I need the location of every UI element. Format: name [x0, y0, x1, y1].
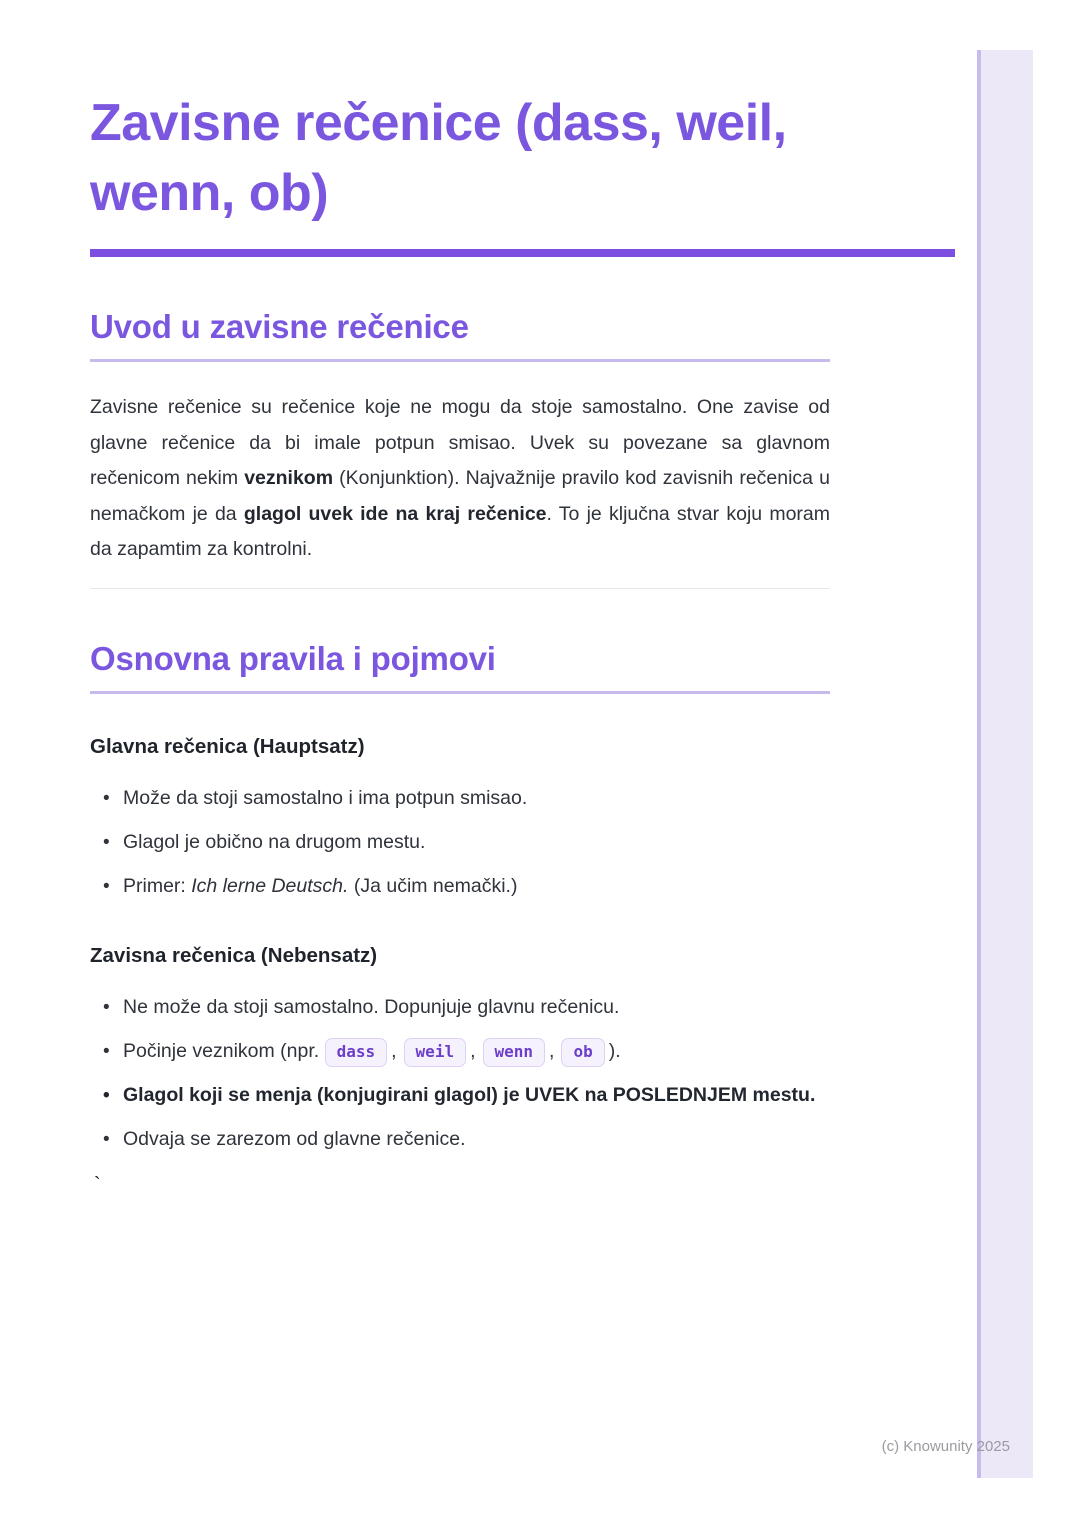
list-item — [123, 991, 830, 1024]
bullet-text: Počinje veznikom (npr. — [123, 1039, 325, 1062]
conjunction-chip-ob: ob — [561, 1038, 604, 1067]
list-item-bold-rule — [123, 1079, 830, 1112]
side-strip-decoration — [977, 50, 1033, 1478]
stray-backtick: ` — [94, 1173, 101, 1196]
list-item — [123, 1123, 830, 1156]
list-item — [123, 782, 830, 815]
section-divider — [90, 588, 830, 589]
bold-phrase-veznikom: veznikom — [244, 467, 334, 490]
document-content — [90, 0, 830, 1197]
title-line-1: Zavisne rečenice (dass, weil, — [90, 94, 787, 152]
list-item — [123, 870, 830, 903]
bullet-text: (Ja učim nemački.) — [348, 874, 518, 897]
hauptsatz-list — [90, 782, 830, 903]
heading-underline — [90, 691, 830, 694]
page-title — [90, 88, 830, 228]
bullet-text: Ne može da stoji samostalno. Dopunjuje glavnu rečenicu. — [123, 995, 620, 1018]
bullet-text: Primer: — [123, 874, 192, 897]
bullet-text: ). — [608, 1039, 621, 1062]
title-rule — [90, 249, 955, 257]
section-rules — [90, 639, 830, 1156]
list-item — [123, 826, 830, 859]
chip-separator: , — [391, 1039, 397, 1062]
conjunction-chip-weil: weil — [404, 1038, 467, 1067]
nebensatz-subheading: Zavisna rečenica (Nebensatz) — [90, 943, 378, 967]
example-sentence-italic: Ich lerne Deutsch. — [191, 874, 349, 897]
intro-heading: Uvod u zavisne rečenice — [90, 308, 469, 345]
title-line-2: wenn, ob) — [90, 164, 329, 222]
bullet-text: Odvaja se zarezom od glavne rečenice. — [123, 1127, 466, 1150]
section-intro — [90, 307, 830, 568]
heading-underline — [90, 359, 830, 362]
paragraph-segment: (Konjunktion). Najvažnije pravilo kod zavisnih rečenica u nemačkom je da — [90, 467, 830, 525]
hauptsatz-subheading: Glavna rečenica (Hauptsatz) — [90, 734, 365, 758]
intro-paragraph — [90, 390, 830, 568]
conjunction-chip-dass: dass — [325, 1038, 388, 1067]
nebensatz-list — [90, 991, 830, 1156]
bullet-text: Glagol je obično na drugom mestu. — [123, 830, 426, 853]
rules-heading: Osnovna pravila i pojmovi — [90, 639, 496, 677]
bullet-text: Glagol koji se menja (konjugirani glagol) je UVEK na POSLEDNJEM mestu. — [123, 1083, 816, 1106]
list-item — [123, 1035, 830, 1068]
conjunction-chip-wenn: wenn — [483, 1038, 546, 1067]
bold-phrase-glagol: glagol uvek ide na kraj rečenice — [243, 502, 547, 525]
chip-separator: , — [470, 1039, 476, 1062]
chip-separator: , — [549, 1039, 555, 1062]
footer-copyright: (c) Knowunity 2025 — [881, 1438, 1010, 1455]
paragraph-segment: . To je ključna stvar koju moram da zapamtim za kontrolni. — [90, 502, 831, 561]
paragraph-segment: Zavisne rečenice su rečenice koje ne mogu da stoje samostalno. One zavise od glavne rečenice da bi imale potpun smisao. Uvek su povezane sa glavnom rečenicom nekim — [90, 396, 830, 490]
bullet-text: Može da stoji samostalno i ima potpun smisao. — [123, 786, 528, 809]
